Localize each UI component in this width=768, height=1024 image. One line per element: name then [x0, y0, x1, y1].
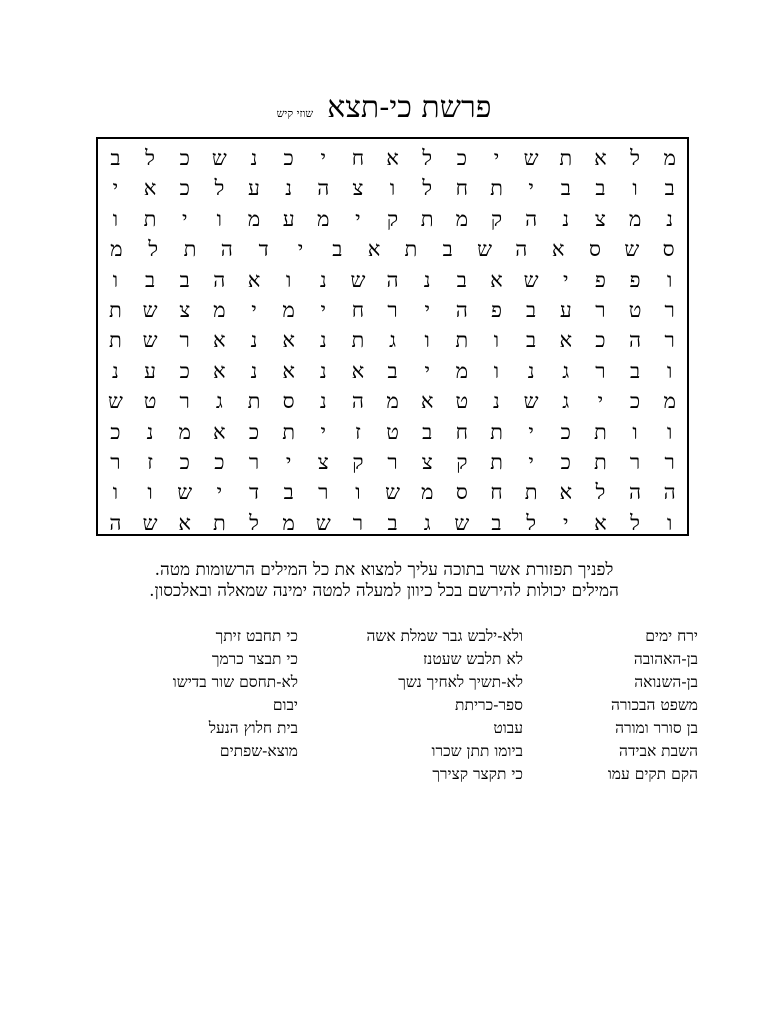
- grid-cell: ט: [143, 389, 157, 414]
- grid-cell: ל: [145, 146, 155, 170]
- grid-cell: צ: [179, 297, 191, 322]
- grid-cell: פ: [594, 267, 606, 292]
- grid-cell: ו: [666, 358, 673, 383]
- grid-cell: מ: [663, 146, 676, 170]
- grid-cell: י: [181, 206, 188, 231]
- grid-cell: ת: [282, 419, 296, 444]
- grid-cell: א: [594, 510, 607, 535]
- grid-cell: מ: [247, 206, 261, 231]
- grid-cell: י: [320, 297, 327, 322]
- grid-cell: י: [528, 419, 534, 444]
- grid-cell: ה: [213, 267, 226, 292]
- grid-cell: ב: [110, 146, 121, 170]
- grid-cell: א: [490, 267, 503, 292]
- grid-cell: ד: [258, 237, 269, 262]
- grid-cell: נ: [250, 146, 258, 170]
- grid-cell: ת: [109, 297, 122, 322]
- grid-cell: ט: [628, 297, 642, 322]
- grid-cell: ר: [248, 449, 260, 474]
- grid-cell: מ: [110, 237, 123, 262]
- grid-cell: ב: [491, 510, 502, 535]
- grid-cell: ה: [525, 206, 538, 231]
- grid-cell: י: [493, 146, 500, 170]
- grid-cell: ה: [663, 480, 676, 505]
- grid-cell: ו: [147, 480, 153, 505]
- grid-cell: צ: [317, 449, 329, 474]
- grid-cell: א: [551, 237, 565, 262]
- grid-cell: ב: [145, 267, 156, 292]
- grid-cell: ש: [523, 389, 539, 414]
- grid-cell: ש: [142, 328, 158, 353]
- grid-cell: א: [282, 328, 295, 353]
- grid-row: [98, 356, 687, 386]
- grid-cell: ב: [664, 176, 675, 201]
- grid-cell: ל: [630, 510, 640, 535]
- grid-cell: ת: [247, 389, 261, 414]
- grid-cell: א: [559, 480, 573, 505]
- grid-cell: נ: [562, 206, 570, 231]
- grid-cell: כ: [560, 449, 571, 474]
- grid-cell: ס: [455, 480, 468, 505]
- grid-cell: ר: [595, 358, 606, 383]
- grid-cell: ק: [490, 206, 503, 231]
- grid-cell: מ: [178, 419, 191, 444]
- grid-cell: ר: [179, 389, 190, 414]
- grid-cell: ה: [109, 510, 122, 535]
- grid-cell: ש: [350, 267, 366, 292]
- grid-cell: א: [367, 237, 381, 262]
- grid-cell: ת: [420, 206, 434, 231]
- grid-cell: ו: [355, 480, 361, 505]
- grid-cell: נ: [319, 267, 327, 292]
- grid-cell: ו: [285, 267, 292, 292]
- grid-cell: ה: [515, 237, 528, 262]
- grid-cell: א: [420, 389, 434, 414]
- grid-cell: ו: [666, 419, 673, 444]
- grid-cell: ת: [143, 206, 157, 231]
- grid-cell: ו: [666, 510, 673, 535]
- grid-cell: ב: [422, 419, 433, 444]
- grid-cell: כ: [456, 146, 467, 170]
- grid-cell: י: [563, 510, 569, 535]
- grid-cell: מ: [455, 358, 469, 383]
- grid-cell: ה: [386, 267, 399, 292]
- word-list-item: ביומו תתן שכרו: [431, 742, 523, 760]
- grid-cell: כ: [179, 358, 190, 383]
- grid-cell: ב: [387, 510, 398, 535]
- grid-cell: ת: [593, 449, 607, 474]
- grid-cell: נ: [666, 206, 674, 231]
- grid-cell: ו: [493, 328, 500, 353]
- grid-cell: פ: [490, 297, 502, 322]
- grid-cell: ש: [477, 237, 492, 262]
- grid-cell: י: [112, 176, 119, 201]
- grid-cell: ל: [526, 510, 537, 535]
- word-list-item: ירח ימים: [645, 627, 698, 645]
- grid-cell: ט: [386, 419, 399, 444]
- grid-cell: כ: [248, 419, 260, 444]
- grid-cell: ש: [142, 297, 158, 322]
- grid-cell: א: [178, 510, 192, 535]
- word-search-grid: [96, 137, 689, 536]
- grid-cell: ב: [456, 267, 467, 292]
- grid-cell: א: [282, 358, 295, 383]
- grid-cell: ר: [352, 510, 364, 535]
- grid-cell: ו: [493, 358, 500, 383]
- grid-cell: ח: [351, 146, 365, 170]
- grid-cell: מ: [420, 480, 434, 505]
- grid-cell: ג: [562, 389, 570, 414]
- grid-cell: ת: [351, 328, 365, 353]
- grid-cell: ס: [662, 237, 675, 262]
- grid-cell: ה: [455, 297, 468, 322]
- word-list-item: בן סורר ומורה: [615, 719, 698, 737]
- grid-cell: ח: [455, 419, 469, 444]
- grid-cell: כ: [179, 146, 190, 170]
- grid-cell: צ: [594, 206, 606, 231]
- grid-cell: ת: [404, 237, 418, 262]
- grid-cell: ל: [148, 237, 159, 262]
- grid-cell: ו: [112, 480, 119, 505]
- grid-cell: ל: [595, 480, 606, 505]
- grid-cell: נ: [319, 358, 327, 383]
- grid-cell: ה: [317, 176, 330, 201]
- grid-cell: ס: [282, 389, 295, 414]
- grid-row: [98, 447, 687, 477]
- grid-cell: ו: [424, 328, 430, 353]
- grid-cell: י: [355, 206, 361, 231]
- grid-cell: ת: [490, 449, 503, 474]
- grid-cell: מ: [282, 297, 295, 322]
- grid-cell: י: [285, 449, 292, 474]
- grid-cell: ש: [454, 510, 470, 535]
- grid-cell: י: [597, 389, 604, 414]
- grid-cell: י: [251, 297, 257, 322]
- word-list-item: בן-האהובה: [633, 650, 698, 668]
- grid-cell: י: [528, 449, 534, 474]
- grid-cell: ל: [422, 146, 433, 170]
- grid-cell: ק: [456, 449, 468, 474]
- grid-cell: א: [351, 358, 365, 383]
- grid-cell: נ: [319, 389, 327, 414]
- grid-cell: ח: [455, 176, 469, 201]
- grid-row: [98, 417, 687, 447]
- grid-cell: ש: [523, 146, 539, 170]
- grid-cell: ע: [282, 206, 295, 231]
- instruction-line: המילים יכולות להירשם בכל כיוון למעלה למטה ימינה שמאלה ובאלכסון.: [149, 581, 619, 601]
- grid-cell: ו: [666, 267, 673, 292]
- grid-row: [98, 204, 687, 234]
- grid-cell: צ: [421, 449, 433, 474]
- grid-cell: ש: [177, 480, 193, 505]
- grid-cell: ב: [442, 237, 453, 262]
- grid-cell: י: [297, 237, 304, 262]
- grid-cell: ע: [144, 358, 157, 383]
- grid-cell: ב: [332, 237, 343, 262]
- grid-cell: ח: [351, 297, 365, 322]
- word-list-item: לא תלבש שעטנז: [422, 650, 523, 668]
- grid-cell: ה: [351, 389, 364, 414]
- grid-cell: כ: [214, 449, 225, 474]
- grid-row: [98, 325, 687, 355]
- grid-cell: ב: [283, 480, 294, 505]
- grid-cell: ר: [179, 328, 190, 353]
- word-list-item: השבת אבידה: [619, 742, 698, 760]
- word-list-item: לא-תשיך לאחיך נשך: [398, 673, 523, 691]
- grid-cell: ת: [183, 237, 197, 262]
- word-list-item: [118, 763, 298, 786]
- grid-cell: ג: [389, 328, 397, 353]
- grid-cell: צ: [352, 176, 364, 201]
- grid-cell: ו: [389, 176, 396, 201]
- grid-cell: י: [528, 176, 534, 201]
- word-list-item: לא-תחסם שור בדישו: [172, 673, 298, 691]
- grid-cell: ב: [629, 358, 641, 383]
- grid-cell: ר: [664, 328, 675, 353]
- grid-cell: ש: [142, 510, 158, 535]
- grid-cell: א: [559, 328, 573, 353]
- grid-cell: ת: [559, 146, 573, 170]
- grid-cell: ש: [211, 146, 227, 170]
- grid-cell: נ: [423, 267, 431, 292]
- grid-cell: ס: [588, 237, 601, 262]
- grid-cell: כ: [179, 449, 190, 474]
- grid-cell: ר: [595, 297, 606, 322]
- instruction-line: לפניך תפזורת אשר בתוכה עליך למצוא את כל המילים הרשומות מטה.: [154, 560, 614, 580]
- grid-cell: כ: [595, 328, 606, 353]
- grid-cell: ש: [385, 480, 400, 505]
- grid-cell: ו: [632, 176, 638, 201]
- grid-cell: ת: [524, 480, 538, 505]
- grid-cell: ל: [630, 146, 640, 170]
- grid-cell: ע: [559, 297, 572, 322]
- grid-cell: ו: [632, 419, 638, 444]
- grid-cell: מ: [663, 389, 676, 414]
- grid-cell: ת: [593, 419, 607, 444]
- grid-cell: כ: [110, 419, 121, 444]
- grid-cell: ח: [490, 480, 503, 505]
- word-list-item: עבוט: [493, 719, 523, 737]
- word-list-item: ולא-ילבש גבר שמלת אשה: [366, 627, 523, 645]
- grid-cell: י: [424, 358, 430, 383]
- grid-cell: נ: [250, 358, 258, 383]
- word-list-item: כי תבצר כרמך: [211, 650, 298, 668]
- grid-cell: ג: [562, 358, 570, 383]
- grid-row: [98, 477, 687, 507]
- grid-cell: ר: [664, 297, 675, 322]
- grid-cell: ו: [112, 267, 119, 292]
- grid-cell: כ: [179, 176, 190, 201]
- grid-cell: א: [213, 328, 226, 353]
- grid-cell: ר: [110, 449, 121, 474]
- grid-cell: ט: [455, 389, 469, 414]
- grid-cell: י: [320, 146, 327, 170]
- grid-cell: ר: [629, 449, 641, 474]
- grid-cell: ת: [212, 510, 226, 535]
- grid-cell: ר: [387, 297, 398, 322]
- grid-cell: מ: [455, 206, 469, 231]
- grid-cell: ד: [248, 480, 260, 505]
- grid-cell: נ: [527, 358, 535, 383]
- grid-cell: ל: [422, 176, 433, 201]
- grid-cell: ב: [526, 297, 537, 322]
- grid-row: [98, 173, 687, 203]
- grid-cell: ב: [526, 328, 537, 353]
- grid-cell: ק: [352, 449, 364, 474]
- grid-cell: נ: [493, 389, 500, 414]
- grid-cell: ת: [455, 328, 469, 353]
- grid-cell: מ: [628, 206, 642, 231]
- grid-cell: ש: [624, 237, 640, 262]
- word-list-item: הקם תקים עמו: [607, 765, 698, 783]
- grid-cell: כ: [560, 419, 571, 444]
- grid-cell: ז: [354, 419, 361, 444]
- grid-cell: מ: [386, 389, 399, 414]
- grid-cell: נ: [319, 328, 327, 353]
- grid-row: [98, 295, 687, 325]
- grid-cell: מ: [282, 510, 295, 535]
- grid-cell: ב: [560, 176, 571, 201]
- grid-cell: ב: [595, 176, 606, 201]
- grid-row: [98, 265, 687, 295]
- grid-cell: ה: [628, 480, 642, 505]
- grid-cell: נ: [146, 419, 154, 444]
- word-list: [118, 625, 698, 786]
- grid-cell: א: [143, 176, 157, 201]
- page-title: פרשת כי-תצא: [327, 90, 492, 125]
- grid-cell: ת: [490, 419, 503, 444]
- page-header: [0, 90, 768, 130]
- grid-cell: מ: [213, 297, 226, 322]
- grid-cell: י: [424, 297, 430, 322]
- grid-cell: י: [563, 267, 569, 292]
- grid-cell: ת: [490, 176, 503, 201]
- grid-row: [98, 234, 687, 264]
- word-list-item: משפט הבכורה: [610, 696, 698, 714]
- grid-cell: ה: [628, 328, 642, 353]
- grid-cell: מ: [317, 206, 330, 231]
- word-list-item: כי תקצר קצירך: [432, 765, 523, 783]
- grid-cell: א: [213, 358, 226, 383]
- grid-cell: ו: [216, 206, 223, 231]
- word-list-item: בן-השנואה: [634, 673, 698, 691]
- grid-cell: פ: [629, 267, 641, 292]
- grid-cell: ש: [523, 267, 539, 292]
- grid-cell: י: [320, 419, 327, 444]
- grid-cell: נ: [250, 328, 258, 353]
- grid-cell: ש: [315, 510, 331, 535]
- grid-cell: א: [386, 146, 399, 170]
- grid-cell: נ: [285, 176, 293, 201]
- word-list-item: מוצא-שפתים: [219, 742, 298, 760]
- grid-cell: ג: [423, 510, 431, 535]
- grid-row: [98, 386, 687, 416]
- grid-cell: ק: [386, 206, 399, 231]
- grid-cell: ש: [107, 389, 123, 414]
- grid-cell: ר: [318, 480, 329, 505]
- grid-cell: ר: [664, 449, 675, 474]
- grid-cell: ג: [215, 389, 223, 414]
- grid-row: [98, 508, 687, 538]
- grid-cell: ב: [387, 358, 398, 383]
- author-name: שוזי קיש: [276, 107, 314, 120]
- grid-cell: ל: [214, 176, 225, 201]
- instructions: [100, 560, 668, 602]
- word-list-item: בית חלוץ הנעל: [208, 719, 298, 737]
- grid-cell: נ: [112, 358, 119, 383]
- word-list-item: יבום: [272, 696, 298, 714]
- grid-cell: ז: [147, 449, 153, 474]
- grid-cell: א: [247, 267, 261, 292]
- word-list-item: כי תחבט זיתך: [215, 627, 298, 645]
- grid-cell: ב: [179, 267, 190, 292]
- grid-cell: ה: [220, 237, 233, 262]
- grid-cell: ר: [387, 449, 398, 474]
- word-list-item: ספר-כריתת: [455, 696, 523, 714]
- grid-cell: כ: [629, 389, 641, 414]
- grid-row: [98, 143, 687, 173]
- grid-cell: ו: [112, 206, 119, 231]
- grid-cell: א: [213, 419, 226, 444]
- grid-cell: א: [594, 146, 607, 170]
- grid-cell: ת: [109, 328, 122, 353]
- grid-cell: כ: [283, 146, 294, 170]
- grid-cell: ע: [248, 176, 260, 201]
- grid-cell: ל: [249, 510, 259, 535]
- grid-cell: י: [216, 480, 223, 505]
